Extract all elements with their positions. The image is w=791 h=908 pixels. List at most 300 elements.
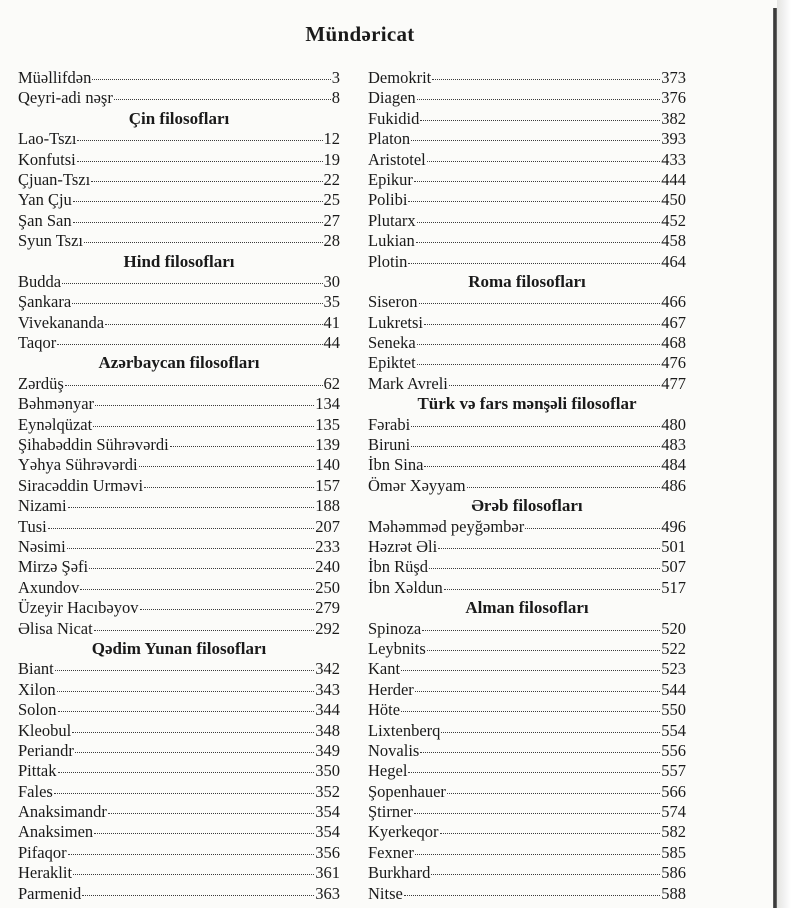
toc-left-column	[18, 68, 340, 904]
toc-entry-biruni	[368, 435, 686, 455]
entry-page-number: 363	[315, 883, 340, 903]
entry-name: Əlisa Nicat	[18, 618, 93, 638]
entry-name: Konfutsi	[18, 149, 76, 169]
section-heading-turk-v-fars-m-ns-li-filosoflar: Türk və fars mənşəli filosoflar	[417, 394, 637, 414]
entry-name: Siseron	[368, 292, 418, 312]
entry-page-number: 22	[323, 169, 340, 189]
toc-entry-spinoza	[368, 619, 686, 639]
dot-leader	[55, 670, 315, 671]
dot-leader	[411, 446, 660, 447]
entry-page-number: 343	[315, 679, 340, 699]
dot-leader	[84, 242, 322, 243]
section-heading-hind-filosoflar: Hind filosofları	[123, 251, 235, 271]
toc-entry-periandr	[18, 741, 340, 761]
entry-page-number: 134	[315, 394, 340, 414]
entry-name: Şankara	[18, 292, 72, 312]
dot-leader	[57, 344, 322, 345]
entry-name: Pittak	[18, 761, 57, 781]
entry-page-number: 522	[661, 638, 686, 658]
toc-entry-demokrit	[368, 68, 686, 88]
entry-name: Müəllifdən	[18, 68, 92, 87]
entry-name: Parmenid	[18, 883, 82, 903]
dot-leader	[417, 344, 661, 345]
entry-name: Novalis	[368, 740, 420, 760]
entry-name: Fexner	[368, 842, 414, 862]
entry-name: Budda	[18, 271, 62, 291]
entry-name: Yəhya Sührəvərdi	[18, 455, 138, 475]
book-binding-edge	[773, 8, 777, 908]
toc-entry-nitse	[368, 884, 686, 904]
entry-page-number: 486	[661, 475, 686, 495]
entry-name: Seneka	[368, 333, 416, 353]
dot-leader	[80, 589, 314, 590]
entry-page-number: 501	[661, 536, 686, 556]
dot-leader	[417, 222, 661, 223]
toc-entry-sankara	[18, 292, 340, 312]
entry-page-number: 352	[315, 781, 340, 801]
entry-page-number: 140	[315, 455, 340, 475]
toc-entry-biant	[18, 659, 340, 679]
entry-name: Nizami	[18, 496, 67, 516]
dot-leader	[427, 161, 661, 162]
dot-leader	[525, 528, 660, 529]
dot-leader	[440, 833, 661, 834]
entry-page-number: 344	[315, 700, 340, 720]
toc-entry-aristotel	[368, 150, 686, 170]
dot-leader	[414, 181, 660, 182]
entry-name: Çjuan-Tszı	[18, 169, 91, 189]
toc-entry-z-rdus	[18, 374, 340, 394]
toc-entry-plotin	[368, 252, 686, 272]
entry-page-number: 544	[661, 679, 686, 699]
entry-page-number: 188	[315, 496, 340, 516]
entry-page-number: 376	[661, 88, 686, 108]
dot-leader	[415, 691, 660, 692]
dot-leader	[62, 283, 322, 284]
entry-name: Lukretsi	[368, 312, 423, 332]
entry-page-number: 476	[661, 353, 686, 373]
dot-leader	[427, 650, 661, 651]
entry-name: Platon	[368, 129, 411, 149]
entry-page-number: 468	[661, 333, 686, 353]
entry-name: Lukian	[368, 231, 415, 251]
page-title: Mündəricat	[305, 22, 415, 46]
entry-name: Vivekananda	[18, 312, 105, 332]
toc-entry-seneka	[368, 333, 686, 353]
entry-page-number: 292	[315, 618, 340, 638]
entry-page-number: 393	[661, 129, 686, 149]
entry-page-number: 433	[661, 149, 686, 169]
toc-entry-kleobul	[18, 721, 340, 741]
entry-page-number: 466	[661, 292, 686, 312]
toc-entry-vivekananda	[18, 313, 340, 333]
entry-page-number: 354	[315, 822, 340, 842]
dot-leader	[91, 181, 322, 182]
entry-name: Spinoza	[368, 618, 422, 638]
entry-name: Biant	[18, 659, 54, 679]
entry-name: Eynəlqüzat	[18, 414, 93, 434]
entry-page-number: 207	[315, 516, 340, 536]
entry-name: Ştirner	[368, 802, 413, 822]
entry-name: Plotin	[368, 251, 408, 271]
entry-name: Axundov	[18, 577, 80, 597]
entry-page-number: 12	[323, 129, 340, 149]
section-heading-cin-filosoflar: Çin filosofları	[128, 108, 230, 128]
dot-leader	[108, 813, 314, 814]
entry-name: Plutarx	[368, 210, 416, 230]
page-edge-shadow	[777, 0, 791, 908]
toc-entry-mark-avreli	[368, 374, 686, 394]
dot-leader	[411, 140, 660, 141]
dot-leader	[170, 446, 314, 447]
entry-name: Leybnits	[368, 638, 426, 658]
toc-entry-polibi	[368, 190, 686, 210]
toc-entry-mu-llifd-n	[18, 68, 340, 88]
entry-page-number: 30	[323, 271, 340, 291]
entry-page-number: 586	[661, 863, 686, 883]
entry-name: Şihabəddin Sührəvərdi	[18, 435, 169, 455]
toc-entry-budda	[18, 272, 340, 292]
entry-name: Üzeyir Hacıbəyov	[18, 598, 139, 618]
toc-entry-lukretsi	[368, 313, 686, 333]
dot-leader	[65, 385, 323, 386]
toc-entry-yan-cju	[18, 190, 340, 210]
entry-name: Demokrit	[368, 68, 432, 87]
toc-entry-kyerkeqor	[368, 822, 686, 842]
entry-name: Heraklit	[18, 863, 73, 883]
dot-leader	[449, 385, 660, 386]
entry-name: Yan Çju	[18, 190, 72, 210]
toc-entry-om-r-x-yyam	[368, 476, 686, 496]
toc-entry-parmenid	[18, 884, 340, 904]
entry-page-number: 566	[661, 781, 686, 801]
dot-leader	[408, 201, 660, 202]
dot-leader	[75, 752, 314, 753]
entry-page-number: 382	[661, 108, 686, 128]
toc-entry-herder	[368, 680, 686, 700]
entry-page-number: 557	[661, 761, 686, 781]
entry-name: Fukidid	[368, 108, 420, 128]
dot-leader	[417, 364, 661, 365]
entry-name: Herder	[368, 679, 414, 699]
toc-entry-pifaqor	[18, 843, 340, 863]
entry-name: Kyerkeqor	[368, 822, 439, 842]
dot-leader	[94, 833, 314, 834]
toc-entry-epikur	[368, 170, 686, 190]
dot-leader	[144, 487, 314, 488]
entry-page-number: 554	[661, 720, 686, 740]
dot-leader	[72, 303, 322, 304]
dot-leader	[72, 732, 314, 733]
dot-leader	[77, 140, 322, 141]
dot-leader	[408, 263, 660, 264]
entry-page-number: 585	[661, 842, 686, 862]
toc-entry-nizami	[18, 496, 340, 516]
entry-name: Aristotel	[368, 149, 426, 169]
toc-entry-ibn-rusd	[368, 557, 686, 577]
dot-leader	[58, 711, 315, 712]
entry-page-number: 279	[315, 598, 340, 618]
dot-leader	[140, 609, 315, 610]
toc-entry-stirner	[368, 802, 686, 822]
dot-leader	[58, 772, 315, 773]
toc-entry-platon	[368, 129, 686, 149]
dot-leader	[401, 711, 660, 712]
dot-leader	[447, 793, 660, 794]
dot-leader	[444, 589, 661, 590]
dot-leader	[114, 99, 331, 100]
entry-page-number: 349	[315, 740, 340, 760]
entry-page-number: 450	[661, 190, 686, 210]
toc-entry-sirac-ddin-urm-vi	[18, 476, 340, 496]
toc-entry-anaksimen	[18, 822, 340, 842]
section-heading-q-dim-yunan-filosoflar: Qədim Yunan filosofları	[91, 638, 267, 658]
entry-page-number: 139	[315, 435, 340, 455]
entry-name: Bəhmənyar	[18, 394, 95, 414]
entry-page-number: 27	[323, 210, 340, 230]
dot-leader	[95, 405, 314, 406]
section-heading-roma-filosoflar: Roma filosofları	[468, 271, 586, 291]
entry-name: Syun Tszı	[18, 231, 84, 251]
toc-entry-lao-tsz	[18, 129, 340, 149]
entry-page-number: 28	[323, 231, 340, 251]
toc-entry-lixtenberq	[368, 721, 686, 741]
dot-leader	[404, 895, 660, 896]
toc-entry-n-simi	[18, 537, 340, 557]
entry-name: Tusi	[18, 516, 47, 536]
dot-leader	[68, 854, 315, 855]
entry-page-number: 342	[315, 659, 340, 679]
toc-entry-xilon	[18, 680, 340, 700]
dot-leader	[94, 630, 315, 631]
entry-name: Polibi	[368, 190, 408, 210]
toc-right-column	[368, 68, 686, 904]
toc-entry-syun-tsz	[18, 231, 340, 251]
dot-leader	[422, 630, 660, 631]
dot-leader	[414, 813, 660, 814]
toc-entry-hote	[368, 700, 686, 720]
toc-entry-ibn-sina	[368, 455, 686, 475]
entry-page-number: 520	[661, 618, 686, 638]
entry-page-number: 582	[661, 822, 686, 842]
toc-entry-konfutsi	[18, 150, 340, 170]
dot-leader	[420, 120, 660, 121]
dot-leader	[68, 507, 315, 508]
entry-name: Kant	[368, 659, 401, 679]
entry-name: Həzrət Əli	[368, 536, 438, 556]
toc-entry-diagen	[368, 88, 686, 108]
entry-name: Periandr	[18, 740, 74, 760]
entry-page-number: 41	[323, 312, 340, 332]
entry-name: Fərabi	[368, 414, 411, 434]
entry-page-number: 550	[661, 700, 686, 720]
entry-name: Şopenhauer	[368, 781, 446, 801]
toc-entry-burkhard	[368, 863, 686, 883]
entry-name: Burkhard	[368, 863, 431, 883]
toc-entry-m-h-mm-d-peyg-mb-r	[368, 517, 686, 537]
dot-leader	[77, 161, 323, 162]
toc-entry-plutarx	[368, 211, 686, 231]
entry-page-number: 157	[315, 475, 340, 495]
toc-entry-solon	[18, 700, 340, 720]
entry-page-number: 348	[315, 720, 340, 740]
dot-leader	[431, 874, 660, 875]
entry-name: Məhəmməd peyğəmbər	[368, 516, 525, 536]
dot-leader	[432, 79, 660, 80]
dot-leader	[424, 466, 660, 467]
toc-entry-axundov	[18, 578, 340, 598]
entry-name: Epikur	[368, 169, 413, 189]
entry-name: Zərdüş	[18, 373, 64, 393]
entry-page-number: 556	[661, 740, 686, 760]
toc-entry-hegel	[368, 761, 686, 781]
toc-entry-epiktet	[368, 353, 686, 373]
toc-entry-b-hm-nyar	[18, 394, 340, 414]
dot-leader	[93, 426, 314, 427]
toc-entry-y-hya-suhr-v-rdi	[18, 455, 340, 475]
dot-leader	[419, 303, 661, 304]
entry-page-number: 250	[315, 577, 340, 597]
entry-name: İbn Sina	[368, 455, 424, 475]
entry-name: Anaksimen	[18, 822, 94, 842]
toc-entry-uzeyir-hac-b-yov	[18, 598, 340, 618]
dot-leader	[67, 548, 315, 549]
toc-entry-novalis	[368, 741, 686, 761]
entry-page-number: 62	[323, 373, 340, 393]
entry-page-number: 444	[661, 169, 686, 189]
entry-page-number: 8	[331, 88, 340, 108]
entry-name: Nəsimi	[18, 536, 66, 556]
entry-name: Ömər Xəyyam	[368, 475, 466, 495]
entry-page-number: 496	[661, 516, 686, 536]
toc-entry-mirz-s-fi	[18, 557, 340, 577]
entry-page-number: 25	[323, 190, 340, 210]
section-heading-r-b-filosoflar: Ərəb filosofları	[471, 496, 583, 516]
entry-name: Siracəddin Urməvi	[18, 475, 144, 495]
entry-page-number: 354	[315, 802, 340, 822]
entry-name: Anaksimandr	[18, 802, 107, 822]
entry-name: Fales	[18, 781, 53, 801]
toc-entry-leybnits	[368, 639, 686, 659]
entry-name: Mirzə Şəfi	[18, 557, 89, 577]
entry-page-number: 464	[661, 251, 686, 271]
entry-page-number: 467	[661, 312, 686, 332]
entry-page-number: 507	[661, 557, 686, 577]
toc-entry-cjuan-tsz	[18, 170, 340, 190]
entry-page-number: 44	[323, 333, 340, 353]
toc-entry-sopenhauer	[368, 782, 686, 802]
entry-page-number: 480	[661, 414, 686, 434]
entry-name: Şan San	[18, 210, 72, 230]
section-heading-az-rbaycan-filosoflar: Azərbaycan filosofları	[98, 353, 260, 373]
entry-name: Höte	[368, 700, 401, 720]
entry-name: Lao-Tszı	[18, 129, 77, 149]
toc-entry-qeyri-adi-n-sr	[18, 88, 340, 108]
toc-entry-fukidid	[368, 109, 686, 129]
dot-leader	[89, 568, 314, 569]
entry-page-number: 523	[661, 659, 686, 679]
toc-entry-pittak	[18, 761, 340, 781]
dot-leader	[417, 99, 661, 100]
entry-name: Nitse	[368, 883, 403, 903]
toc-entry-lukian	[368, 231, 686, 251]
dot-leader	[54, 793, 314, 794]
toc-entry-lisa-nicat	[18, 619, 340, 639]
entry-page-number: 477	[661, 373, 686, 393]
entry-page-number: 373	[661, 68, 686, 87]
dot-leader	[92, 79, 330, 80]
entry-name: Kleobul	[18, 720, 72, 740]
entry-name: Lixtenberq	[368, 720, 441, 740]
toc-entry-siseron	[368, 292, 686, 312]
dot-leader	[420, 752, 660, 753]
dot-leader	[424, 324, 660, 325]
dot-leader	[73, 201, 323, 202]
dot-leader	[416, 242, 661, 243]
dot-leader	[57, 691, 315, 692]
entry-name: Mark Avreli	[368, 373, 448, 393]
entry-page-number: 233	[315, 536, 340, 556]
entry-page-number: 483	[661, 435, 686, 455]
entry-page-number: 574	[661, 802, 686, 822]
entry-name: Qeyri-adi nəşr	[18, 88, 113, 108]
toc-entry-san-san	[18, 211, 340, 231]
toc-entry-anaksimandr	[18, 802, 340, 822]
entry-page-number: 517	[661, 577, 686, 597]
entry-page-number: 452	[661, 210, 686, 230]
entry-page-number: 35	[323, 292, 340, 312]
toc-entry-fexner	[368, 843, 686, 863]
entry-name: Diagen	[368, 88, 416, 108]
dot-leader	[438, 548, 660, 549]
entry-name: Solon	[18, 700, 57, 720]
entry-page-number: 484	[661, 455, 686, 475]
dot-leader	[408, 772, 660, 773]
dot-leader	[441, 732, 660, 733]
entry-page-number: 240	[315, 557, 340, 577]
toc-entry-tusi	[18, 517, 340, 537]
dot-leader	[48, 528, 314, 529]
dot-leader	[73, 222, 323, 223]
entry-name: Taqor	[18, 333, 57, 353]
entry-name: Pifaqor	[18, 842, 67, 862]
dot-leader	[401, 670, 660, 671]
dot-leader	[139, 466, 315, 467]
dot-leader	[105, 324, 322, 325]
toc-entry-kant	[368, 659, 686, 679]
dot-leader	[415, 854, 660, 855]
entry-name: Xilon	[18, 679, 56, 699]
entry-page-number: 350	[315, 761, 340, 781]
entry-name: Biruni	[368, 435, 411, 455]
entry-name: İbn Rüşd	[368, 557, 429, 577]
entry-page-number: 19	[323, 149, 340, 169]
toc-entry-heraklit	[18, 863, 340, 883]
toc-entry-f-rabi	[368, 415, 686, 435]
entry-page-number: 458	[661, 231, 686, 251]
toc-entry-taqor	[18, 333, 340, 353]
dot-leader	[411, 426, 660, 427]
toc-entry-eyn-lquzat	[18, 415, 340, 435]
entry-page-number: 588	[661, 883, 686, 903]
dot-leader	[467, 487, 661, 488]
toc-entry-fales	[18, 782, 340, 802]
dot-leader	[73, 874, 314, 875]
entry-name: Epiktet	[368, 353, 416, 373]
entry-name: İbn Xəldun	[368, 577, 443, 597]
dot-leader	[429, 568, 660, 569]
entry-page-number: 356	[315, 842, 340, 862]
